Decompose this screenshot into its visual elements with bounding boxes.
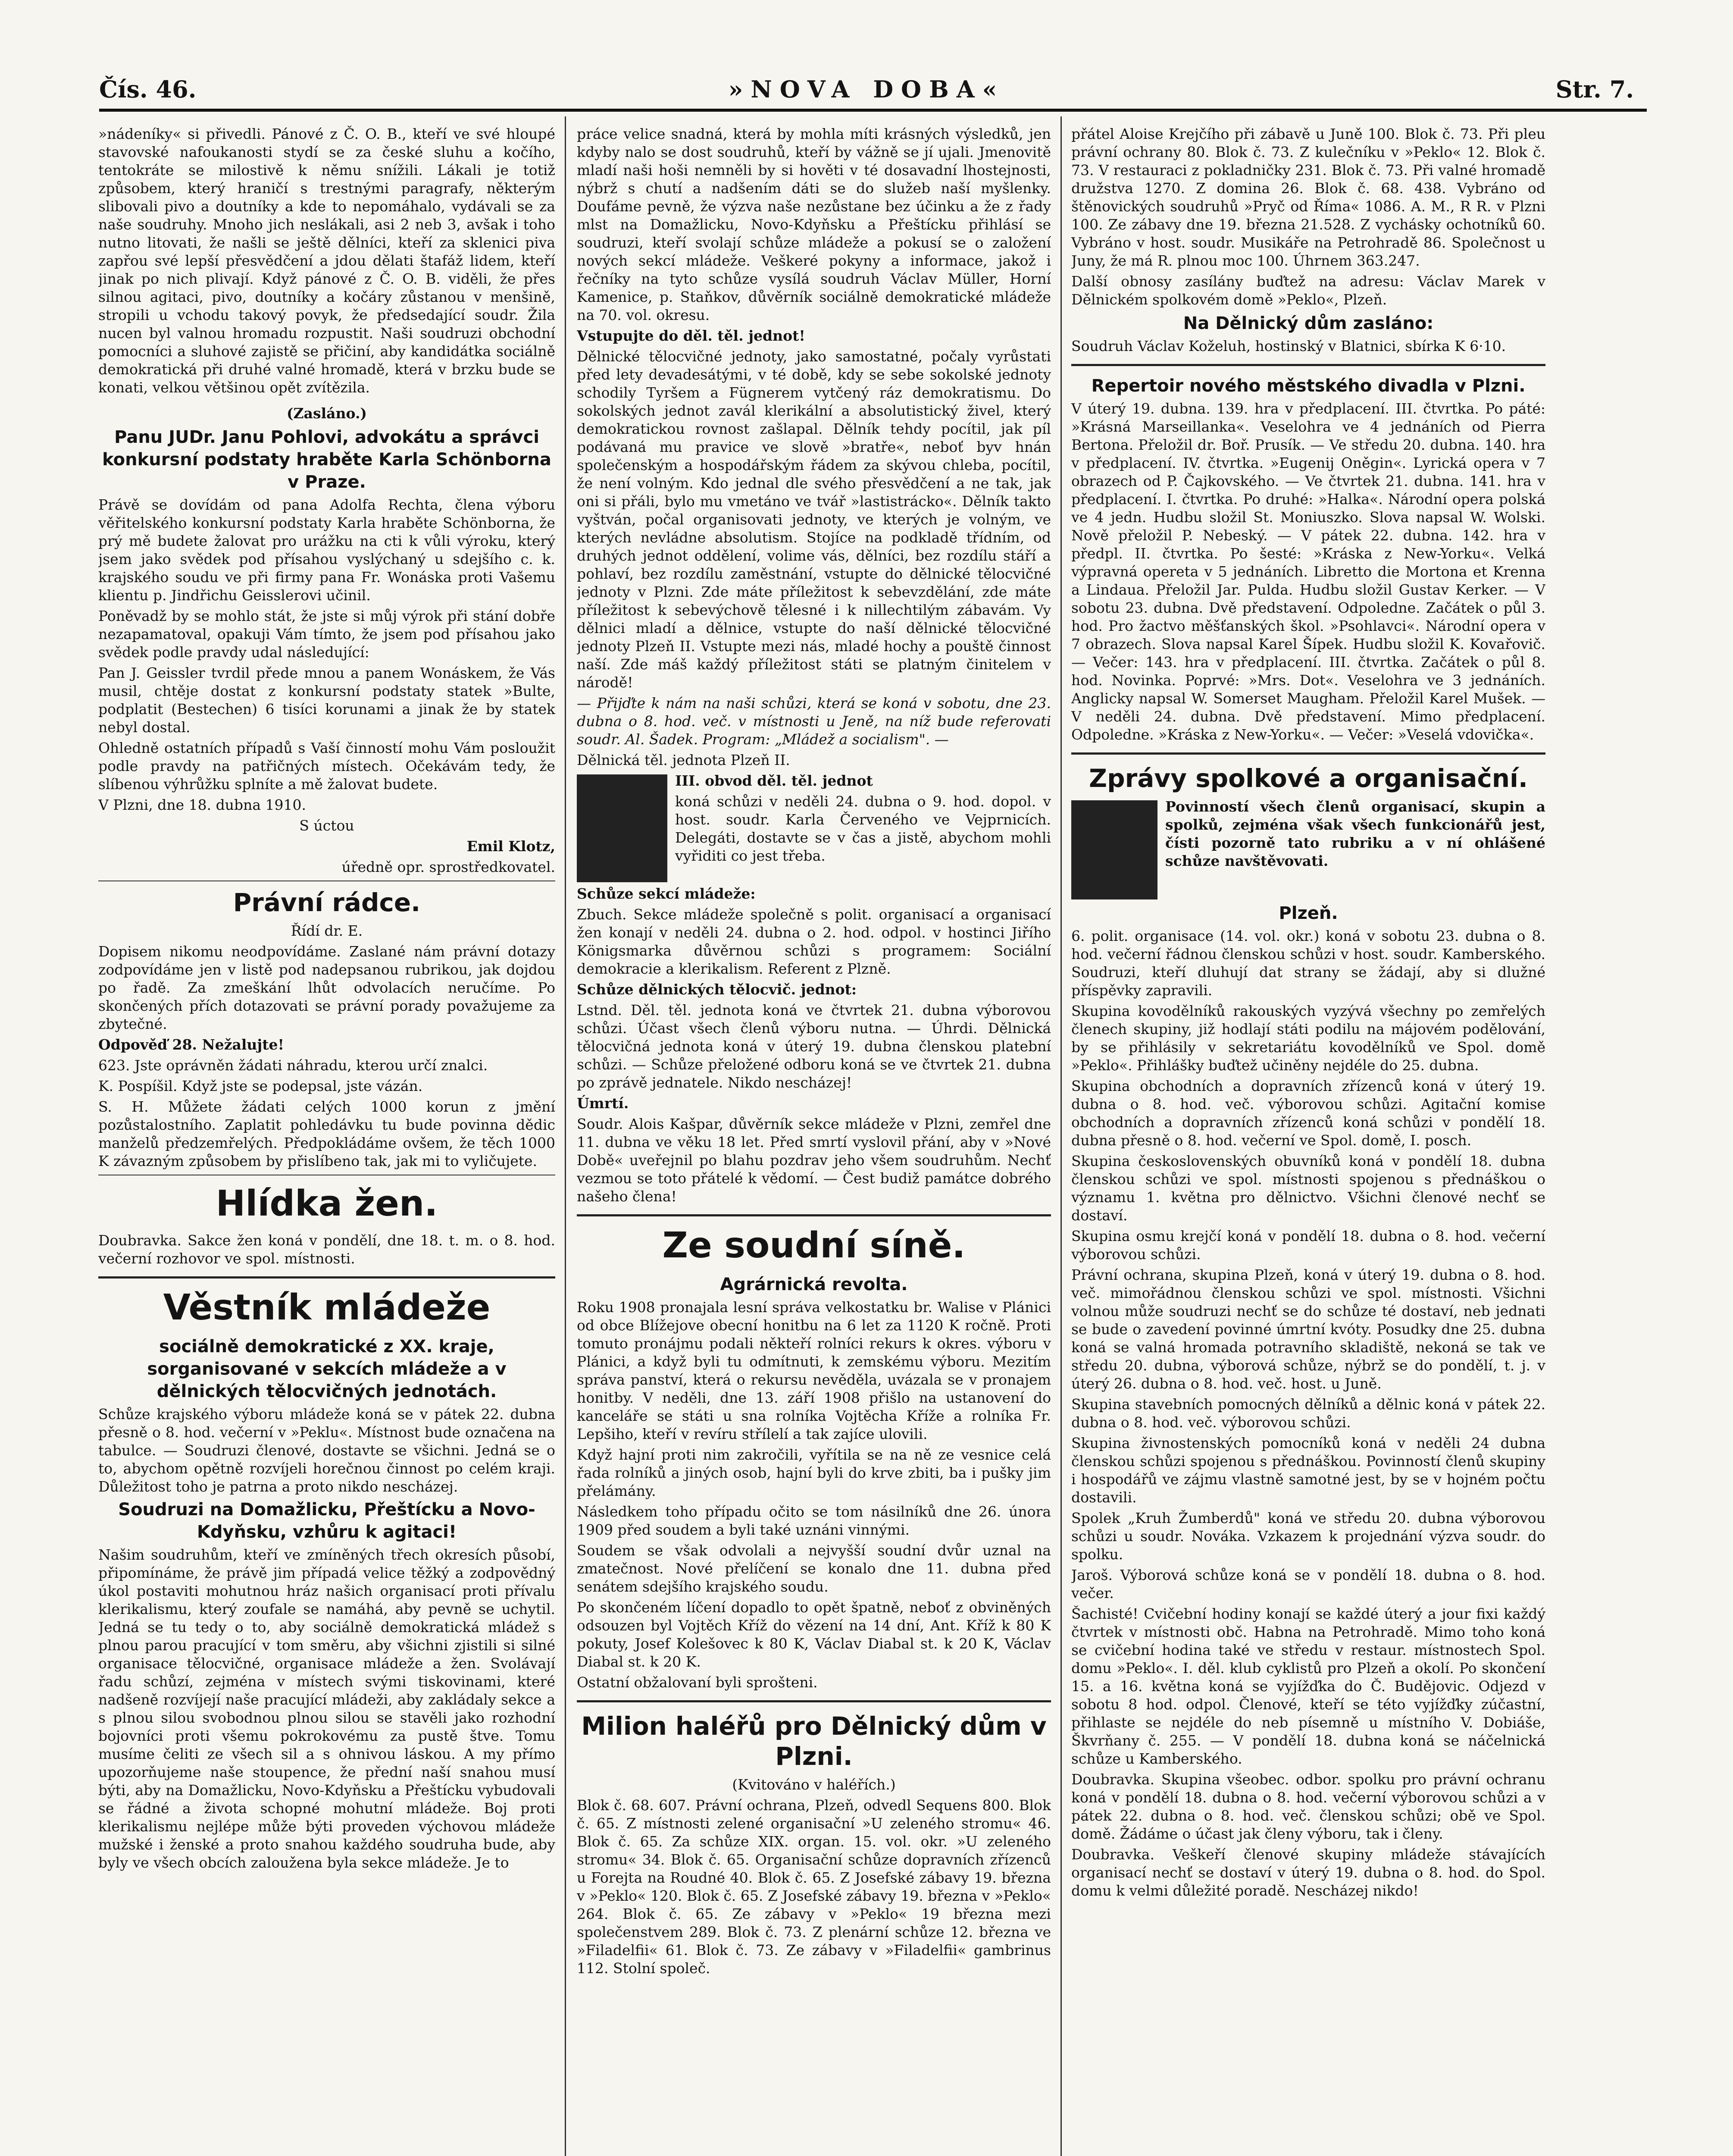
issue-number: Čís. 46. <box>99 75 197 103</box>
notice-text: Povinností všech členů organisací, skupin a spolků, zejména však všech funkcionářů jest, čísti pozorně tato rubriku a v ní ohlášené schůze navštěvovati. <box>1165 798 1545 869</box>
article-heading: Na Dělnický dům zaslánо: <box>1183 313 1434 333</box>
article-text: Roku 1908 pronajala lesní správa velkostatku br. Walise v Plánici od obce Blížejove obecní honitbu na 6 let za 1120 K ročně. Proti tomuto pronájmu podali někteří rolníci rekurs k okres. výboru v Plánici, a když byli tu odmítnuti, k zemskému výboru. Mezitím správa panství, která o rekursu nevěděla, uvázala se v pronajem honitby. V neděli, dne 13. září 1908 přišlo na ustanovení do kanceláře se státi u sna rolníka Vojtěcha Kříže a rolníka Fr. Lepšiho, kteří v revíru střílelí a tak zajíce ulovili. <box>577 1299 1051 1442</box>
article-text: Soudr. Alois Kašpar, důvěrník sekce mládeže v Plzni, zemřel dne 11. dubna ve věku 18 let. Před smrtí vyslovil přání, aby v »Nové Době« uveřejnil po blahu pozdrav jeho všem soudruhům. Nechť vezmou se toto přátelé k vědomí. — Čest budiž památce dobrého našeho člena! <box>577 1116 1051 1205</box>
article-text: Následkem toho případu očito se tom násilníků dne 26. února 1909 před soudem a byli také uznáni vinnými. <box>577 1503 1051 1538</box>
article-text: 623. Jste oprávněn žádati náhradu, kterou určí znalci. <box>98 1057 488 1074</box>
city-heading: Plzeň. <box>1279 903 1338 923</box>
header-rule <box>99 109 1647 112</box>
article-text: S. H. Můžete žádati celých 1000 korun z jmění pozůstalostního. Zaplatit pohledávku tu bude povinna dědic manželů předzemřelých. Předpokládáme ovšem, že těch 1000 K závazným způsobem by přislíbeno tak, jak mi to vyličujete. <box>98 1098 555 1169</box>
signer-role: úředně opr. sprostředkovatel. <box>341 859 555 875</box>
article-text: Šachisté! Cvičební hodiny konají se každé úterý a jour fixi každý čtvrtek v místnosti obč. Habna na Petrohradě. Mimo toho koná se cvičební hodina také ve středu v restaur. místnostech Spol. domu »Peklo«. I. děl. klub cyklistů pro Plzeň a okolí. Po skončení 15. a 16. května koná se vyjížďka do Č. Budějovic. Odjezd v sobotu 8 hod. odpol. Členové, kteří se této vyjížďky zúčastní, přihlaste se nejdéle do neb písemně u místního V. Dobiáše, Škvrňany č. 255. — V pondělí 18. dubna koná se náčelnická schůze u Kamberského. <box>1071 1605 1545 1767</box>
article-text: Dělnické tělocvičné jednoty, jako samostatné, počaly vyrůstati před lety devadesátými, v té době, kdy se sebe sokolské jednoty schodily Tyršem a Fügnerem vytčený ráz demokratismu. Do sokolských jednot zavál klerikální a absolutistický živel, který demokratickou rovnost zašlapal. Dělník tehdy pocítil, jak píl podávaná mu pravice ve slově »bratře«, neboť byv hnán společenským a hospodářským řádem za skývou chleba, pocítil, že není volným. Kdo jednal dle svého přesvědčení a ne tak, jak oni si přáli, bylo mu vmetáno ve tvář »lastistrácko«. Dělník takto vyštván, počal organisovati jednoty, ve kterých je volným, ve kterých nevládne absolutism. Stojíce na podkladě třídním, od druhých jednot oddělení, volime vás, dělníci, bez rozdílu stáří a pohlaví, bez rozdílu zaměstnání, vstupte do dělnické tělocvičné jednoty v Plzni. Zde máte příležitost k sebevzdělání, zde máte příležitost k sebevýchově tělesné i k nillechtilým zábavám. Vy dělnici mladí a dělnice, vstupte do naší dělnické tělocvičné jednoty Plzeň II. Vstupte mezi nás, mladé hochy a pouště činnost naší. Zde máš každý příležitost státi se platným činitelem v národě! <box>577 348 1051 691</box>
section-heading: Zprávy spolkové a organisační. <box>1089 764 1528 793</box>
article-text: »nádeníky« si přivedli. Pánové z Č. O. B., kteří ve své hloupé stavovské nafoukanosti stydí se za české sluhu a kočího, tentokráte se milostivě k němu snížili. Lákali je totiž způsobem, který hraničí s trestnými paragrafy, některým slibovali pivo a doutníky a kde to nepomáhalo, vydávali se za naše soudruhy. Mnoho jich neslákali, asi 2 neb 3, avšak i toho nutno litovati, že našli se ještě dělníci, kteří za sklenici piva zapřou své lepší přesvědčení a jdou dělati štafáž lidem, kteří jinak po nich plivají. Když pánové z Č. O. B. viděli, že přes silnou agitaci, pivo, doutníky a kočáry zůstanou v menšině, stropili u vchodu takový povyk, že předsedající soudr. Žila nucen byl valnou hromadu rozpustit. Naši soudruzi obchodní pomocníci a sluhové zajistě se přičiní, aby kandidátka sociálně demokratická při druhé valné hromadě, která v brzku bude se konati, velkou většinou opět zvítězila. <box>98 125 555 396</box>
article-text: přátel Aloise Krejčího při zábavě u Juně 100. Blok č. 73. Při pleu právní ochrany 80. Blok č. 73. Z kulečníku v »Peklo« 12. Blok č. 73. V restauraci z pokladničky 231. Blok č. 73. Při valné hromadě družstva 1270. Z domina 26. Blok č. 68. 438. Vybráno od štěnovických soudruhů »Pryč od Říma« 1086. A. M., R R. v Plzni 100. Ze zábavy dne 19. března 21.528. Z vychásky ochotníků 60. Vybráno v host. soudr. Musikáře na Petrohradě 86. Společnost u Juny, že má R. plnou moc 100. Úhrnem 363.247. <box>1071 125 1545 269</box>
article-text: Doubravka. Skupina všeobec. odbor. spolku pro právní ochranu koná v pondělí 18. dubna o 8. hod. večerní výborovou schůzi a v pátek 22. dubna o 8. hod. več. členskou schůzi; obě ve Spol. domě. Žádáme o účast jak členy výboru, tak i členy. <box>1071 1771 1545 1842</box>
section-heading: Právní rádce. <box>233 888 421 917</box>
article-text: Našim soudruhům, kteří ve zmíněných třech okresích působí, připomínáme, že právě jim případá velice těžký a zodpovědný úkol postaviti mohutnou hráz našich organisací proti přívalu klerikalismu, který zoufale se namáhá, aby pevně se uchytil. Jedná se tu tedy o to, aby sociálně demokratická mládež s plnou parou pracující v tom směru, aby všichni zjistili si silné organisace tělocvičné, organisace mládeže a žen. Svolávají řadu schůzí, zejména v místech svými tiskovinami, které nadšeně rozvíjejí naše pracující mládeži, aby zakládaly sekce a s plnou silou svobodnou plnou silou se stavěli jako rozhodní bojovníci proti všemu pokrokovému za pustě štve. Tomu musíme čeliti ze všech sil a s ohnivou láskou. A my přímo upozorňujeme naše stoupence, že přední naší snahou musí býti, aby na Domažlicku, Novo-Kdyňsku a Přeštícku vybudovali se řádné a života schopné mohutní mládeže. Boj proti klerikalismu nejlépe může býti proveden výchovou mládeže mužské i ženské a proto snahou každého soudruha bude, aby byly ve všech obcích zaloužena byla sekce mládeže. Je to <box>98 1546 555 1871</box>
article-text: Lstnd. Děl. těl. jednota koná ve čtvrtek 21. dubna výborovou schůzi. Účast všech členů výboru nutna. — Úhrdi. Dělnická tělocvičná jednota koná v úterý 19. dubna členskou platební schůzi. — Schůze přeložené odboru koná se ve čtvrtek 21. dubna po zprávě jednatele. Nikdo nescházej! <box>577 1002 1051 1091</box>
column-divider <box>565 116 566 2156</box>
article-text: Doubravka. Veškeří členové skupiny mládeže stávajících organisací nechť se dostaví v úterý 19. dubna o 8. hod. do Spol. domu k velmi důležité poradě. Nescházej nikdo! <box>1071 1846 1545 1899</box>
divider <box>1071 364 1545 366</box>
divider <box>577 1700 1051 1702</box>
article-text: K. Pospíšil. Když jste se podepsal, jste vázán. <box>98 1078 423 1094</box>
section-heading: Milion haléřů pro Dělnický dům v Plzni. <box>581 1711 1047 1771</box>
section-heading: Věstník mládeže <box>163 1287 491 1328</box>
article-text: Ohledně ostatních případů s Vaší činností mohu Vám posloužit podle pravdy na patřičných místech. Očekávám tedy, že slíbenou výhrůžku splníte a mě žalovat budete. <box>98 740 555 793</box>
article-text: Dopisem nikomu neodpovídáme. Zaslané nám právní dotazy zodpovídáme jen v listě pod nadepsanou rubrikou, jak dojdou po řadě. Za zmeškání lhůt odvolacích neručíme. Po skončených přích dotazovati se právní porady považujeme za zbytečné. <box>98 943 555 1032</box>
article-heading: Panu JUDr. Janu Pohlovi, advokátu a správci konkursní podstaty hraběte Karla Schönborna v Praze. <box>102 427 551 492</box>
article-heading: Úmrtí. <box>577 1095 629 1112</box>
article-text: Ostatní obžalovaní byli sprošteni. <box>577 1674 818 1691</box>
article-heading: Agrárnická revolta. <box>720 1275 908 1294</box>
article-text: Skupina kovodělníků rakouských vyzývá všechny po zemřelých členech skupiny, již hodlají státi podilu na májovém podělování, by se přihlásily v sekretariátu kovodělníků ve Spol. domě »Peklo«. Přihlášky buďtež učiněny nejdéle do 25. dubna. <box>1071 1003 1545 1074</box>
section-label: (Zasláno.) <box>286 405 367 422</box>
association-emblem <box>1071 800 1157 899</box>
article-text: Právní ochrana, skupina Plzeň, koná v úterý 19. dubna o 8. hod. več. mimořádnou členskou schůzi ve spol. místnosti. Všichni volnou může soudruzi nechť se do schůze té dostaví, neb jednati se bude o zavedení povinné úmrtní kvóty. Posudky dne 25. dubna koná se valná hromada potravního skladiště, nekoná se tak ve středu 20. dubna, výborová schůze, nýbrž se do pondělí, t. j. v úterý 26. dubna o 8. hod. več. host. u Juně. <box>1071 1266 1545 1392</box>
column-2 <box>577 125 1051 2156</box>
article-text: Soudruh Václav Koželuh, hostinský v Blatnici, sbírka K 6·10. <box>1071 338 1506 354</box>
article-heading: Schůze sekcí mládeže: <box>577 885 756 902</box>
date-line: V Plzni, dne 18. dubna 1910. <box>98 796 307 813</box>
article-text: Když hajní proti nim zakročili, vyřítila se na ně ze vesnice celá řada rolníků a jiných osob, hajní byli do krve zbiti, ba i pušky jim přelámány. <box>577 1446 1051 1499</box>
divider <box>98 1276 555 1279</box>
article-text: Spolek „Kruh Žumberdů" koná ve středu 20. dubna výborovou schůzi u soudr. Nováka. Vzkazem k projednání výzva soudr. do spolku. <box>1071 1510 1545 1563</box>
article-text: Poněvadž by se mohlo stát, že jste si můj výrok při stání dobře nezapamatoval, opakuji Vám tímto, že jsem pod přísahou jako svědek podle pravdy udal následující: <box>98 608 555 661</box>
article-text: Skupina osmu krejčí koná v pondělí 18. dubna o 8. hod. večerní výborovou schůzi. <box>1071 1228 1545 1263</box>
column-1 <box>98 125 555 2156</box>
article-text: — Přijďte k nám na naši schůzi, která se koná v sobotu, dne 23. dubna o 8. hod. več. v místnosti u Jeně, na níž bude referovati soudr. Al. Šadek. Program: „Mládež a socialism". — <box>577 695 1051 748</box>
article-text: koná schůzi v neděli 24. dubna o 9. hod. dopol. v host. soudr. Karla Červeného ve Vejprnicích. Delegáti, dostavte se v čas a jistě, abychom mohli vyřiditi co jest třeba. <box>675 793 1051 864</box>
section-heading: Repertoir nového městského divadla v Plzni. <box>1091 376 1526 396</box>
column-divider <box>1060 116 1062 2156</box>
page-number: Str. 7. <box>1555 75 1634 103</box>
article-heading: III. obvod děl. těl. jednot <box>675 772 873 789</box>
signer-name: Emil Klotz, <box>466 838 555 855</box>
article-text: Schůze krajského výboru mládeže koná se v pátek 22. dubna přesně o 8. hod. večerní v »Peklu«. Místnost bude označena na tabulce. — Soudruzi členové, dostavte se všichni. Jedná se o to, abychom opětně rozvíjeli horečnou činnost po celém kraji. Důležitost toho je patrna a proto nikdo nescházej. <box>98 1406 555 1495</box>
answer-label: Odpověď 28. Nežalujte! <box>98 1036 285 1053</box>
article-text: Právě se dovídám od pana Adolfa Rechta, člena výboru věřitelského konkursní podstaty Karla hraběte Schönborna, že prý mě budete žalovat pro urážku na cti k vůli výroku, který jsem jako svědek pod přísahou vyslýchaný u sdejšího c. k. krajského soudu ve při firmy pana Fr. Wonáska proti Vašemu klientu p. Jindřichu Geisslerovi učinil. <box>98 496 555 604</box>
section-subheading: (Kvitováno v haléřích.) <box>732 1776 896 1793</box>
column-3 <box>1071 125 1545 2156</box>
article-text: Skupina československých obuvníků koná v pondělí 18. dubna členskou schůzi ve spol. místnosti spojenou s přednáškou o významu 1. května pro dělnictvo. Všichni členové nechť se dostaví. <box>1071 1153 1545 1224</box>
article-text: 6. polit. organisace (14. vol. okr.) koná v sobotu 23. dubna o 8. hod. večerní řádnou členskou schůzi v host. soudr. Kamberského. Soudruzi, kteří dluhují dat strany se žádají, aby si dlužné příspěvky zapravili. <box>1071 928 1545 999</box>
section-subheading: sociálně demokratické z XX. kraje, sorganisované v sekcích mládeže a v dělnických tělocvičných jednotách. <box>147 1337 507 1401</box>
article-heading: Schůze dělnických tělocvič. jednot: <box>577 981 857 998</box>
masthead-title: »NOVA DOBA« <box>728 75 1005 103</box>
article-text: Skupina živnostenských pomocníků koná v neděli 24 dubna členskou schůzi spojenou s přednáškou. Povinností členů skupiny i hospodářů ve zájmu vlastně samotné jest, by se v hojném počtu dostavili. <box>1071 1435 1545 1506</box>
article-text: Doubravka. Sakce žen koná v pondělí, dne 18. t. m. o 8. hod. večerní rozhovor ve spol. místnosti. <box>98 1232 555 1267</box>
article-text: Soudem se však odvolali a nejvyšší soudní dvůr uznal na zmatečnost. Nové přelíčení se konalo dne 11. dubna před senátem sdejšího krajského soudu. <box>577 1542 1051 1595</box>
page-header <box>99 75 1634 108</box>
association-emblem <box>577 774 667 882</box>
signoff: S úctou <box>299 817 354 834</box>
section-heading: Ze soudní síně. <box>662 1225 966 1266</box>
article-heading: Vstupujte do děl. těl. jednot! <box>577 327 805 344</box>
article-text: Pan J. Geissler tvrdil přede mnou a panem Wonáskem, že Vás musil, chtěje dostat z konkursní podstaty statek »Bulte, podplatit (Bestechen) 6 tisíci korunami a jinak že by statek nebyl dostal. <box>98 664 555 736</box>
article-text: Po skončeném líčení dopadlo to opět špatně, neboť z obviněných odsouzen byl Vojtěch Kříž do vězení na 14 dní, Ant. Kříž k 80 K pokuty, Josef Kolešovec k 80 K, Václav Diabal st. k 20 K, Václav Diabal st. k 20 K. <box>577 1599 1051 1670</box>
article-heading: Soudruzi na Domažlicku, Přeštícku a Novo-Kdyňsku, vzhůru k agitaci! <box>118 1500 535 1542</box>
article-text: Blok č. 68. 607. Právní ochrana, Plzeň, odvedl Sequens 800. Blok č. 65. Z místnosti zelené organisační »U zeleného stromu« 46. Blok č. 65. Za schůze XIX. organ. 15. vol. okr. »U zeleného stromu« 34. Blok č. 65. Organisační schůze dopravních zřízenců u Forejta na Roudné 40. Blok č. 65. Z Josefské zábavy 19. března v »Peklo« 120. Blok č. 65. Z Josefské zábavy 19. března v »Peklo« 264. Blok č. 65. Ze zábavy v »Peklo« 19 března mezi společenstvem 289. Blok č. 73. Z plenární schůze 12. března ve »Filadelfii« 61. Blok č. 73. Ze zábavy v »Filadelfii« gambrinus 112. Stolní společ. <box>577 1797 1051 1977</box>
article-text: Jaroš. Výborová schůze koná se v pondělí 18. dubna o 8. hod. večer. <box>1071 1567 1545 1601</box>
article-text: Další obnosy zasílány buďtež na adresu: Václav Marek v Dělnickém spolkovém domě »Peklo«, Plzeň. <box>1071 273 1545 308</box>
section-editor: Řídí dr. E. <box>291 922 363 939</box>
article-text: Skupina stavebních pomocných dělníků a dělnic koná v pátek 22. dubna o 8. hod. več. výborovou schůzi. <box>1071 1396 1545 1431</box>
divider <box>1071 752 1545 755</box>
article-text: Skupina obchodních a dopravních zřízenců koná v úterý 19. dubna o 8. hod. več. výborovou schůzi. Agitační komise obchodních a dopravních zřízenců koná schůzi v pondělí 18. dubna přesně o 8. hod. večerní ve Spol. domě, I. posch. <box>1071 1078 1545 1149</box>
article-text: Zbuch. Sekce mládeže společně s polit. organisací a organisací žen konají v neděli 24. dubna o 2. hod. odpol. v hostinci Jiřího Königsmarka důvěrnou schůzi s programem: Sociální demokracie a klerikalism. Referent z Plzně. <box>577 906 1051 977</box>
article-text: práce velice snadná, která by mohla míti krásných výsledků, jen kdyby nalo se dost soudruhů, kteří by vážně se jí ujali. Jmenovitě mladí naši hoši nemněli by si hověti v té dosavadní lhostejnosti, nýbrž s chutí a nadšením dáti se do služeb naší myšlenky. Doufáme pevně, že výzva naše nezůstane bez účinku a že z řady mlst na Domažlicku, Novo-Kdyňsku a Přeštícku přihlásí se soudruzi, kteří svolají schůze mládeže a pokusí se o založení nových sekcí mládeže. Veškeré pokyny a informace, jakož i řečníky na tyto schůze vysílá soudruh Václav Müller, Horní Kamenice, p. Staňkov, důvěrník sociálně demokratické mládeže na 70. vol. okresu. <box>577 125 1051 323</box>
section-heading: Hlídka žen. <box>216 1183 438 1224</box>
article-text: Dělnická těl. jednota Plzeň II. <box>577 752 790 768</box>
divider <box>577 1214 1051 1216</box>
article-text: V úterý 19. dubna. 139. hra v předplacení. III. čtvrtka. Po páté: »Krásná Marseillanka«. Veselohra ve 4 jednáních od Pierra Bertona. Přeložil dr. Boř. Prusík. — Ve středu 20. dubna. 140. hra v předplacení. IV. čtvrtka. »Eugenij Oněgin«. Lyrická opera v 7 obrazech od P. Čajkovského. — Ve čtvrtek 21. dubna. 141. hra v předplacení. I. čtvrtka. Po druhé: »Halka«. Národní opera polská ve 4 jedn. Hudbu složil St. Moniuszko. Slova napsal W. Wolski. Nově přeložil P. Nebeský. — V pátek 22. dubna. 142. hra v předpl. II. čtvrtka. Po šesté: »Kráska z New-Yorku«. Velká výpravná opereta v 5 jednáních. Libretto die Mortona et Krenna a Lindaua. Přeložil Jar. Pulda. Hudbu složil Gustav Kerker. — V sobotu 23. dubna. Dvě představení. Odpoledne. Začátek o půl 3. hod. Pro žactvo měšťanských škol. »Psohlavci«. Národní opera v 7 obrazech. Slova napsal Karel Šípek. Hudbu složil K. Kovařovič. — Večer: 143. hra v předplacení. III. čtvrtka. Začátek o půl 8. hod. Novinka. Poprvé: »Mrs. Dot«. Veselohra ve 3 jednáních. Anglicky napsal W. Somerset Maugham. Přeložil Karel Mušek. — V neděli 24. dubna. Dvě představení. Mimo předplacení. Odpoledne. »Kráska z New-Yorku«. — Večer: »Veselá vdovička«. <box>1071 400 1545 743</box>
